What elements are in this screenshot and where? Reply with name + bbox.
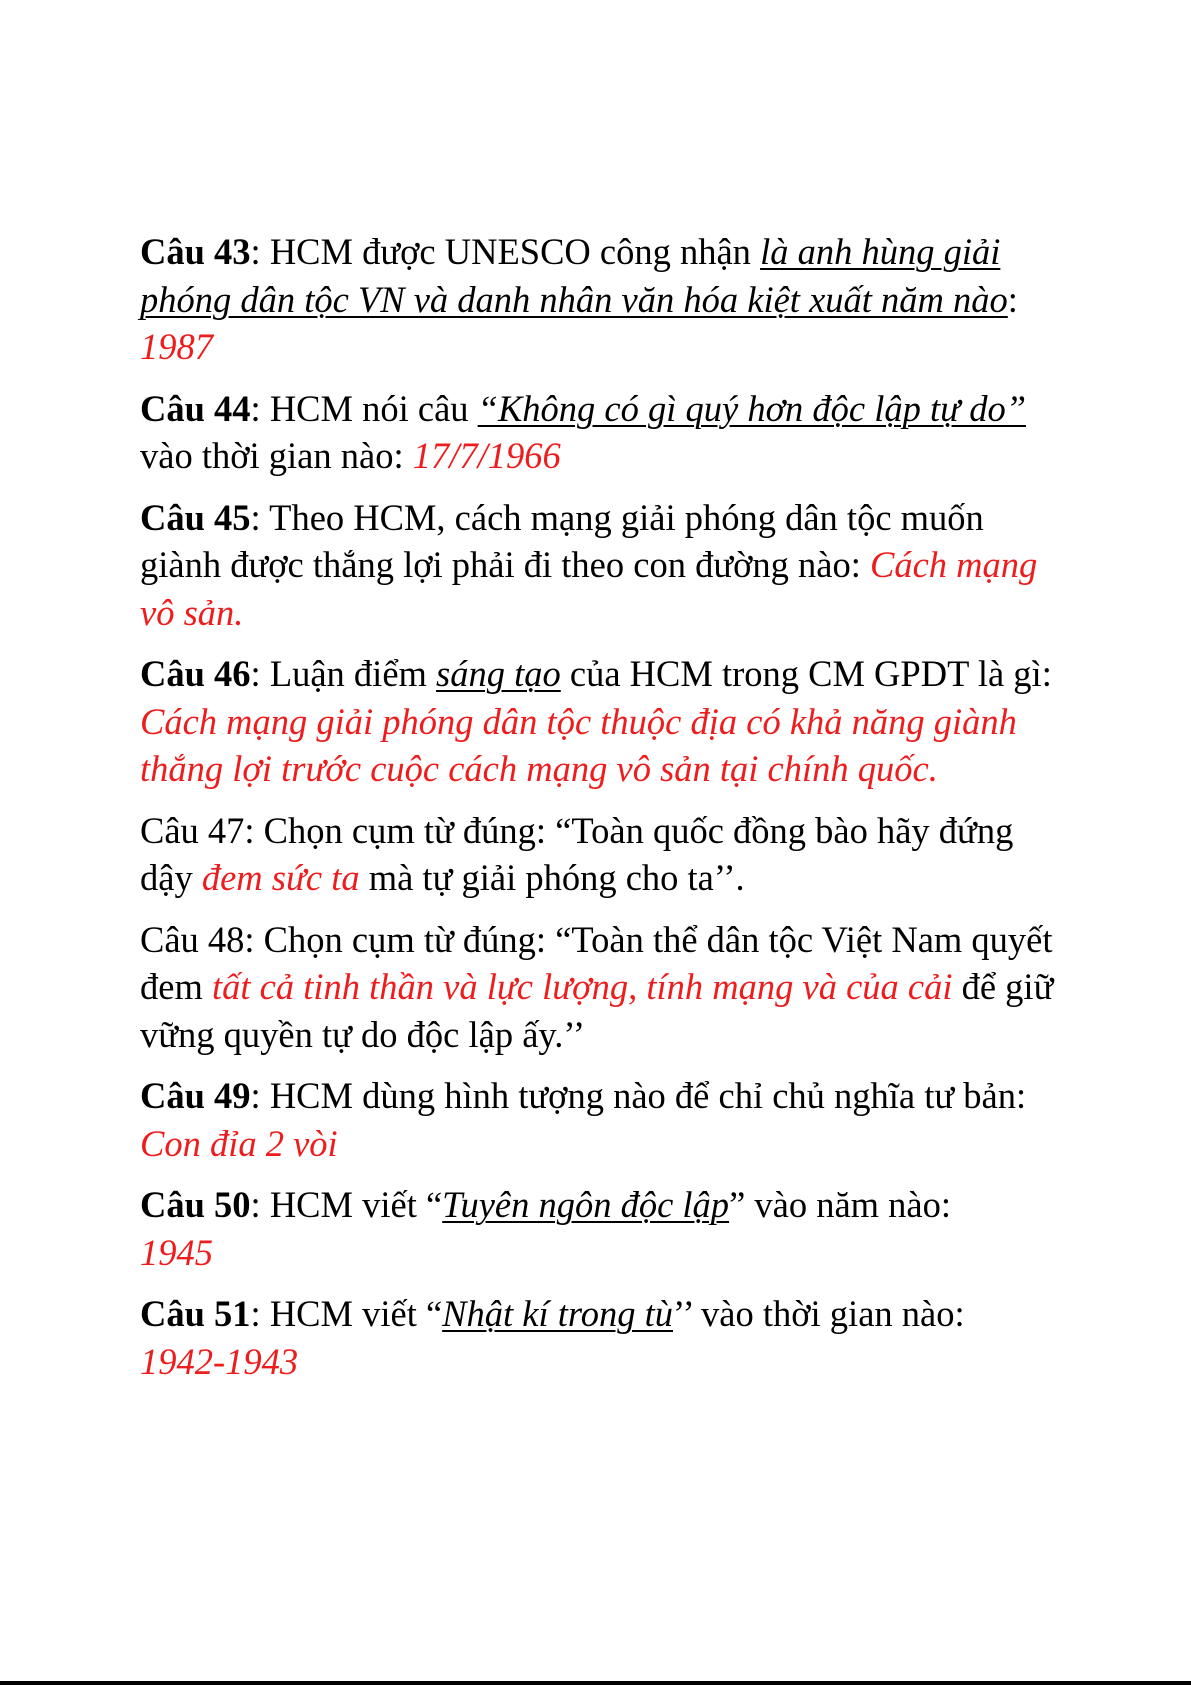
question-label: Câu 49 <box>140 1075 251 1116</box>
question-label: Câu 50 <box>140 1184 251 1225</box>
question-text: vào thời gian nào: <box>140 435 413 476</box>
question-45 <box>140 494 1070 637</box>
underlined-phrase: sáng tạo <box>436 653 561 694</box>
answer-text: 17/7/1966 <box>412 435 561 476</box>
question-text: : HCM nói câu <box>250 387 478 429</box>
underlined-phrase: Tuyên ngôn độc lập <box>442 1184 730 1225</box>
question-text: : HCM viết “ <box>250 1184 443 1225</box>
question-50 <box>140 1181 1070 1276</box>
question-43 <box>140 228 1070 371</box>
answer-text: tất cả tinh thần và lực lượng, tính mạng và của cải <box>211 966 953 1007</box>
answer-text: 1987 <box>140 326 213 367</box>
question-text: ’’ vào thời gian nào: <box>673 1293 965 1334</box>
question-text: : <box>1007 278 1018 320</box>
question-51 <box>140 1290 1070 1385</box>
question-label: Câu 44 <box>140 387 251 429</box>
answer-text: 1945 <box>140 1231 213 1273</box>
question-text: để giữ vững quyền tự do độc lập ấy.’’ <box>140 966 1054 1055</box>
question-48 <box>140 916 1070 1059</box>
question-text: của HCM trong CM GPDT là gì: <box>560 653 1052 694</box>
question-text: ” vào năm nào: <box>729 1184 952 1225</box>
question-49 <box>140 1072 1070 1167</box>
answer-text: Cách mạng giải phóng dân tộc thuộc địa có khả năng giành thắng lợi trước cuộc cách mạng vô sản tại chính quốc. <box>140 700 1017 789</box>
answer-text: Cách mạng vô sản. <box>140 544 1038 633</box>
question-44 <box>140 385 1070 480</box>
question-label: Câu 46 <box>140 653 251 694</box>
question-text: : HCM được UNESCO công nhận <box>250 231 761 272</box>
underlined-phrase: là anh hùng giải phóng dân tộc VN và danh nhân văn hóa kiệt xuất năm nào <box>140 231 1008 320</box>
question-label: Câu 51 <box>140 1293 251 1334</box>
underlined-phrase: Nhật kí trong tù <box>442 1293 673 1334</box>
underlined-phrase: “Không có gì quý hơn độc lập tự do” <box>477 387 1026 429</box>
document-page <box>140 228 1070 1399</box>
question-label: Câu 43 <box>140 231 251 272</box>
question-label: Câu 45 <box>140 496 251 538</box>
page-bottom-divider <box>0 1681 1191 1685</box>
question-text: : HCM viết “ <box>250 1293 443 1334</box>
question-text: : HCM dùng hình tượng nào để chỉ chủ nghĩa tư bản: <box>250 1075 1027 1116</box>
answer-text: đem sức ta <box>201 857 360 898</box>
question-text: Câu 47: Chọn cụm từ đúng: “Toàn quốc đồng bào hãy đứng dậy <box>140 809 1014 898</box>
question-text: : Luận điểm <box>250 653 437 694</box>
question-46 <box>140 650 1070 793</box>
question-text: Câu 48: Chọn cụm từ đúng: “Toàn thể dân tộc Việt Nam quyết đem <box>140 918 1053 1007</box>
question-text: mà tự giải phóng cho ta’’. <box>359 857 745 898</box>
question-text: : Theo HCM, cách mạng giải phóng dân tộc muốn giành được thắng lợi phải đi theo con đường nào: <box>140 496 984 585</box>
answer-text: 1942-1943 <box>140 1340 299 1382</box>
question-47 <box>140 807 1070 902</box>
answer-text: Con đỉa 2 vòi <box>140 1122 338 1164</box>
